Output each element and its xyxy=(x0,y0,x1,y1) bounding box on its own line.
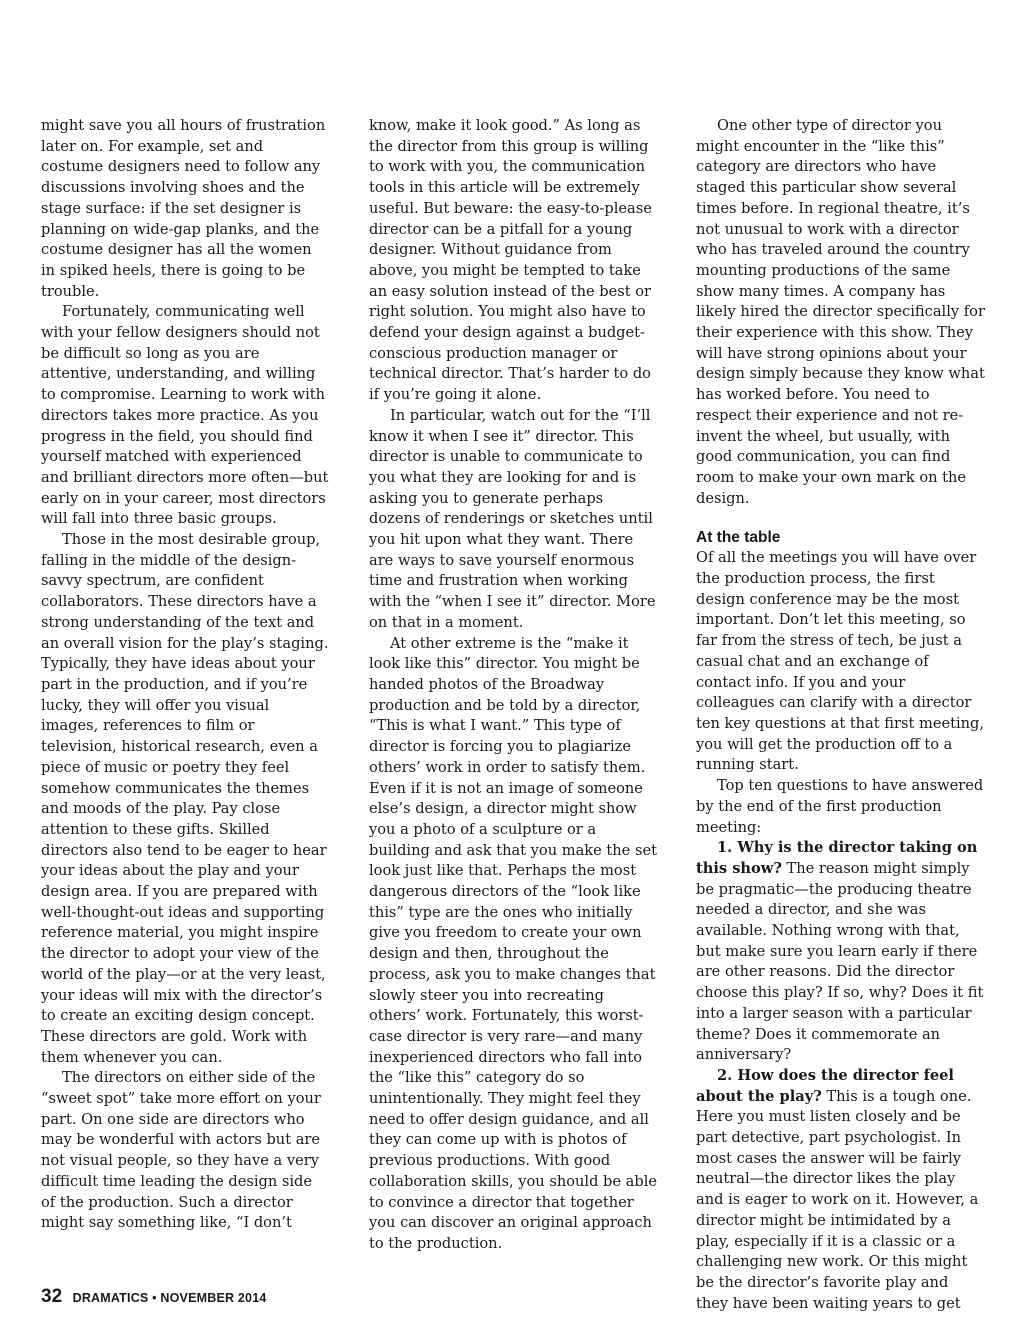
article-column-3 xyxy=(696,116,985,1314)
magazine-issue: DRAMATICS • NOVEMBER 2014 xyxy=(72,1291,267,1305)
paragraph: In particular, watch out for the “I’ll know it when I see it” director. This director is unable to communicate to you what they are looking for and is asking you to generate perhaps dozens of renderings or sketches until you hit upon what they want. There are ways to save yourself enormous time and frustration when working with the “when I see it” director. More on that in a moment. xyxy=(369,406,656,631)
section-heading: At the table xyxy=(696,529,781,547)
question-title: 1. Why is the director taking on this show? xyxy=(696,839,978,877)
question-item xyxy=(696,1066,985,1314)
paragraph: The directors on either side of the “sweet spot” take more effort on your part. On one side are directors who may be wonderful with actors but are not visual people, so they have a very difficult time leading the design side of the production. Such a director might say something like, “I don’t xyxy=(41,1069,321,1232)
question-item xyxy=(696,838,985,1066)
article-column-1 xyxy=(41,116,329,1234)
paragraph: Of all the meetings you will have over the production process, the first design conference may be the most important. Don’t let this meeting, so far from the stress of tech, be just a casual chat and an exchange of contact info. If you and your colleagues can clarify with a director ten key questions at that first meeting, you will get the production off to a running start. xyxy=(696,549,985,774)
paragraph: At other extreme is the “make it look like this” director. You might be handed photos of the Broadway production and be told by a director, “This is what I want.” This type of director is forcing you to plagiarize others’ work in order to satisfy them. Even if it is not an image of someone else’s design, a director might show you a photo of a sculpture or a building and ask that you make the set look just like that. Perhaps the most dangerous directors of the “look like this” type are the ones who initially give you freedom to create your own design and then, throughout the process, ask you to make changes that slowly steer you into recreating others’ work. Fortunately, this worst-case director is very rare—and many inexperienced directors who fall into the “like this” category do so unintentionally. They might feel they need to offer design guidance, and all they can come up with is photos of previous productions. With good collaboration skills, you should be able to convince a director that together you can discover an original approach to the production. xyxy=(369,634,658,1252)
paragraph: might save you all hours of frustration later on. For example, set and costume designers need to follow any discussions involving shoes and the stage surface: if the set designer is planning on wide-gap planks, and the costume designer has all the women in spiked heels, there is going to be trouble. xyxy=(41,117,326,300)
page-footer xyxy=(41,1286,267,1308)
paragraph: Top ten questions to have answered by the end of the first production meeting: xyxy=(696,777,984,836)
article-column-2 xyxy=(369,116,657,1255)
question-body: The reason might simply be pragmatic—the producing theatre needed a director, and she was available. Nothing wrong with that, but make sure you learn early if there are other reasons. Did the director choose this play? If so, why? Does it fit into a larger season with a particular theme? Does it commemorate an anniversary? xyxy=(696,859,984,1064)
question-body: This is a tough one. Here you must listen closely and be part detective, part psychologist. In most cases the answer will be fairly neutral—the director likes the play and is eager to work on it. However, a director might be intimidated by a play, especially if it is a classic or a challenging new work. Or this might be the director’s favorite play and they have been waiting years to get xyxy=(696,1087,979,1312)
paragraph: know, make it look good.” As long as the director from this group is willing to work with you, the communication tools in this article will be extremely useful. But beware: the easy-to-please director can be a pitfall for a young designer. Without guidance from above, you might be tempted to take an easy solution instead of the best or right solution. You might also have to defend your design against a budget-conscious production manager or technical director. That’s harder to do if you’re going it alone. xyxy=(369,117,652,404)
paragraph: One other type of director you might encounter in the “like this” category are directors who have staged this particular show several times before. In regional theatre, it’s not unusual to work with a director who has traveled around the country mounting productions of the same show many times. A company has likely hired the director specifically for their experience with this show. They will have strong opinions about your design simply because they know what has worked before. You need to respect their experience and not re-invent the wheel, but usually, with good communication, you can find room to make your own mark on the design. xyxy=(696,117,985,507)
paragraph: Fortunately, communicating well with your fellow designers should not be difficult so long as you are attentive, understanding, and willing to compromise. Learning to work with directors takes more practice. As you progress in the field, you should find yourself matched with experienced and brilliant directors more often—but early on in your career, most directors will fall into three basic groups. xyxy=(41,303,329,528)
page-number: 32 xyxy=(41,1286,63,1307)
question-title: 2. How does the director feel about the play? xyxy=(696,1066,954,1105)
paragraph: Those in the most desirable group, falling in the middle of the design-savvy spectrum, are confident collaborators. These directors have a strong understanding of the text and an overall vision for the play’s staging. Typically, they have ideas about your part in the production, and if you’re lucky, they will offer you visual images, references to film or television, historical research, even a piece of music or poetry they feel somehow communicates the themes and moods of the play. Pay close attention to these gifts. Skilled directors also tend to be eager to hear your ideas about the play and your design area. If you are prepared with well-thought-out ideas and supporting reference material, you might inspire the director to adopt your view of the world of the play—or at the very least, your ideas will mix with the director’s to create an exciting design concept. These directors are gold. Work with them whenever you can. xyxy=(41,531,329,1066)
